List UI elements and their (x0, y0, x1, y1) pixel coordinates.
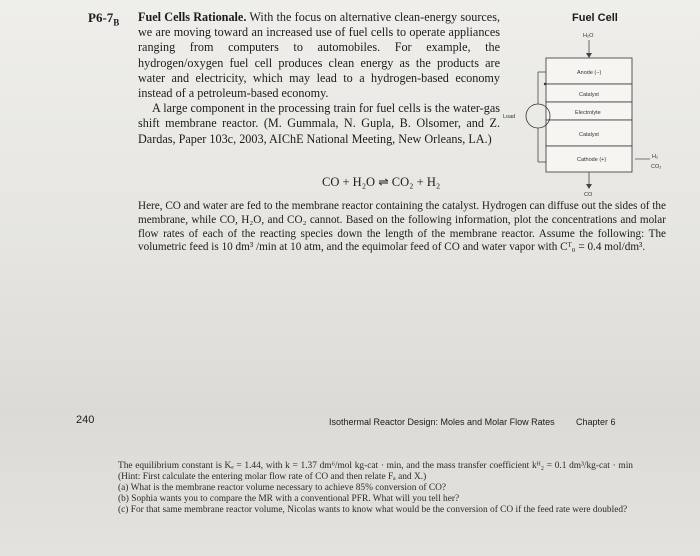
question-c: (c) For that same membrane reactor volume, Nicolas wants to know what would be the conversion of CO if the feed rate were doubled? (118, 505, 628, 515)
chapter-label: Chapter 6 (576, 417, 616, 427)
problem-title: Fuel Cells Rationale. (138, 10, 247, 24)
fuel-cell-diagram (500, 28, 680, 198)
h2o-label: H₂O (583, 33, 594, 39)
co2-label: CO₂ (651, 164, 662, 170)
page-number: 240 (76, 414, 95, 426)
catalyst-bottom-label: Catalyst (579, 132, 599, 138)
problem-statement-paragraph: Here, CO and water are fed to the membrane reactor containing the catalyst. Hydrogen can diffuse out the sides of the membrane, while CO, H₂O, and CO₂ cannot. Based on the following information, plot the concentrations and molar flow rates of each of the reacting species down the length of the membrane reactor. Assume the following: The volumetric feed is 10 dm³ /min at 10 atm, and the equimolar feed of CO and water vapor with Cᵀ₀ = 0.4 mol/dm³. (138, 200, 666, 254)
anode-label: Anode (−) (577, 70, 602, 76)
co-label: CO (584, 192, 593, 198)
reaction-equation: CO + H₂O ⇌ CO₂ + H₂ (322, 175, 441, 189)
h2o-arrow-head (586, 53, 592, 58)
problem-intro-paragraph (138, 10, 500, 147)
co-arrow-head (586, 184, 592, 189)
figure-title: Fuel Cell (572, 12, 618, 24)
problem-context-text: A large component in the processing train for fuel cells is the water-gas shift membrane reactor. (M. Gummala, N. Gupla, B. Olsomer, and Z. Dardas, Paper 103c, 2003, AIChE National Meeting, New Orleans, LA.) (138, 101, 500, 146)
bottom-problem-text (118, 461, 633, 516)
running-head: Isothermal Reactor Design: Moles and Molar Flow Rates (329, 417, 555, 427)
h2-label: H₂ (652, 154, 659, 160)
load-label: Load (503, 114, 516, 120)
electrolyte-label: Electrolyte (575, 110, 601, 116)
catalyst-top-label: Catalyst (579, 92, 599, 98)
problem-id: $P6-7_B$ (88, 10, 120, 28)
question-a: (a) What is the membrane reactor volume necessary to achieve 85% conversion of CO? (118, 483, 447, 493)
dot-icon (544, 83, 546, 85)
bottom-intro: The equilibrium constant is Kₑ = 1.44, with k = 1.37 dm⁶/mol kg-cat · min, and the mass transfer coefficient kᴴ₂ = 0.1 dm³/kg-cat · min (Hint: First calculate the entering molar flow rate of CO and then relate Fₐ and X.) (118, 461, 633, 482)
cathode-label: Cathode (+) (577, 157, 607, 163)
question-b: (b) Sophia wants you to compare the MR with a conventional PFR. What will you tell her? (118, 494, 460, 504)
problem-intro-text: With the focus on alternative clean-energy sources, we are moving toward an increased use of fuel cells to operate appliances ranging from computers to automobiles. For example, the hydrogen/oxygen fuel cell produces clean energy as the products are water and electricity, which may lead to a hydrogen-based economy instead of a petroleum-based economy. (138, 10, 500, 101)
